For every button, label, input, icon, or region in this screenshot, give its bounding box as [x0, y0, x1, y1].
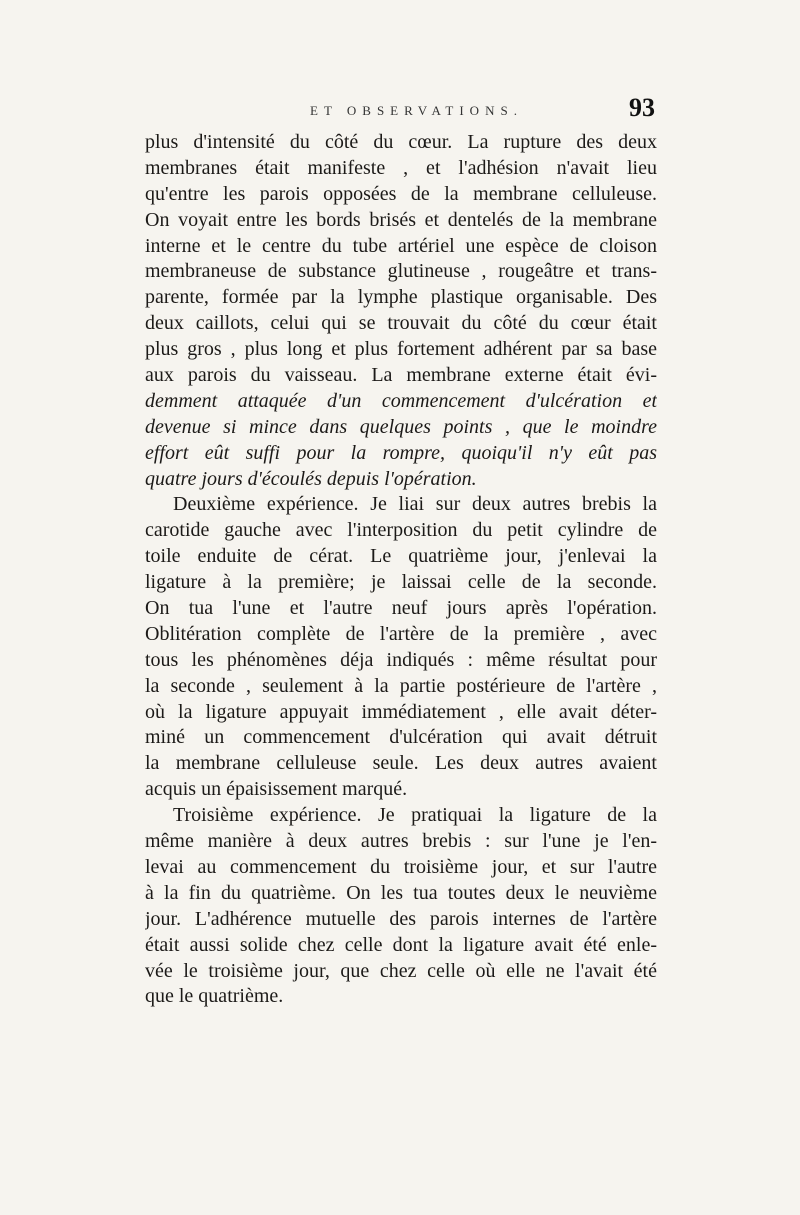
text-line: à la fin du quatrième. On les tua toutes deux le neuvième — [145, 881, 657, 904]
text-line: deux caillots, celui qui se trouvait du côté du cœur était — [145, 312, 657, 335]
text-line: vée le troisième jour, que chez celle où elle ne l'avait été — [145, 959, 657, 982]
text-line: toile enduite de cérat. Le quatrième jour, j'enlevai la — [145, 545, 657, 568]
page-number: 93 — [629, 93, 655, 122]
page-header — [145, 93, 655, 127]
text-line: membranes était manifeste , et l'adhésion n'avait lieu — [145, 156, 657, 179]
text-line: membraneuse de substance glutineuse , rougeâtre et trans- — [145, 260, 657, 283]
text-line: acquis un épaisissement marqué. — [145, 778, 408, 801]
text-line-italic: effort eût suffi pour la rompre, quoiqu'il n'y eût pas — [145, 441, 657, 464]
text-line: la seconde , seulement à la partie postérieure de l'artère , — [145, 674, 657, 697]
text-line: plus gros , plus long et plus fortement adhérent par sa base — [145, 338, 657, 361]
text-line: était aussi solide chez celle dont la ligature avait été enle- — [145, 933, 657, 956]
text-line: même manière à deux autres brebis : sur l'une je l'en- — [145, 830, 657, 853]
text-line: On tua l'une et l'autre neuf jours après l'opération. — [145, 597, 657, 620]
text-line-italic: devenue si mince dans quelques points , que le moindre — [145, 415, 657, 438]
text-line: ligature à la première; je laissai celle de la seconde. — [145, 571, 657, 594]
running-head: ET OBSERVATIONS. — [310, 103, 523, 118]
text-line: carotide gauche avec l'interposition du petit cylindre de — [145, 519, 657, 542]
text-line: jour. L'adhérence mutuelle des parois internes de l'artère — [145, 907, 657, 930]
text-line: aux parois du vaisseau. La membrane externe était évi- — [145, 364, 657, 387]
text-line: qu'entre les parois opposées de la membrane celluleuse. — [145, 182, 657, 205]
text-line: levai au commencement du troisième jour, et sur l'autre — [145, 855, 657, 878]
text-line: la membrane celluleuse seule. Les deux autres avaient — [145, 752, 657, 775]
text-line: tous les phénomènes déja indiqués : même résultat pour — [145, 648, 657, 671]
text-line-italic: quatre jours d'écoulés depuis l'opération. — [145, 467, 477, 490]
text-line: plus d'intensité du côté du cœur. La rupture des deux — [145, 131, 657, 153]
text-line: que le quatrième. — [145, 985, 284, 1008]
body-text — [145, 130, 657, 1010]
text-line: interne et le centre du tube artériel une espèce de cloison — [145, 234, 657, 257]
text-line: parente, formée par la lymphe plastique organisable. Des — [145, 286, 657, 309]
text-line: On voyait entre les bords brisés et dentelés de la membrane — [145, 208, 657, 231]
text-line-experiment-heading: Troisième expérience. Je pratiquai la ligature de la — [173, 804, 657, 827]
text-line: Oblitération complète de l'artère de la première , avec — [145, 622, 657, 645]
text-line: miné un commencement d'ulcération qui avait détruit — [145, 726, 657, 749]
text-line-experiment-heading: Deuxième expérience. Je liai sur deux autres brebis la — [173, 493, 657, 516]
text-line-italic: demment attaquée d'un commencement d'ulcération et — [145, 389, 657, 412]
text-line: où la ligature appuyait immédiatement , elle avait déter- — [145, 700, 657, 723]
